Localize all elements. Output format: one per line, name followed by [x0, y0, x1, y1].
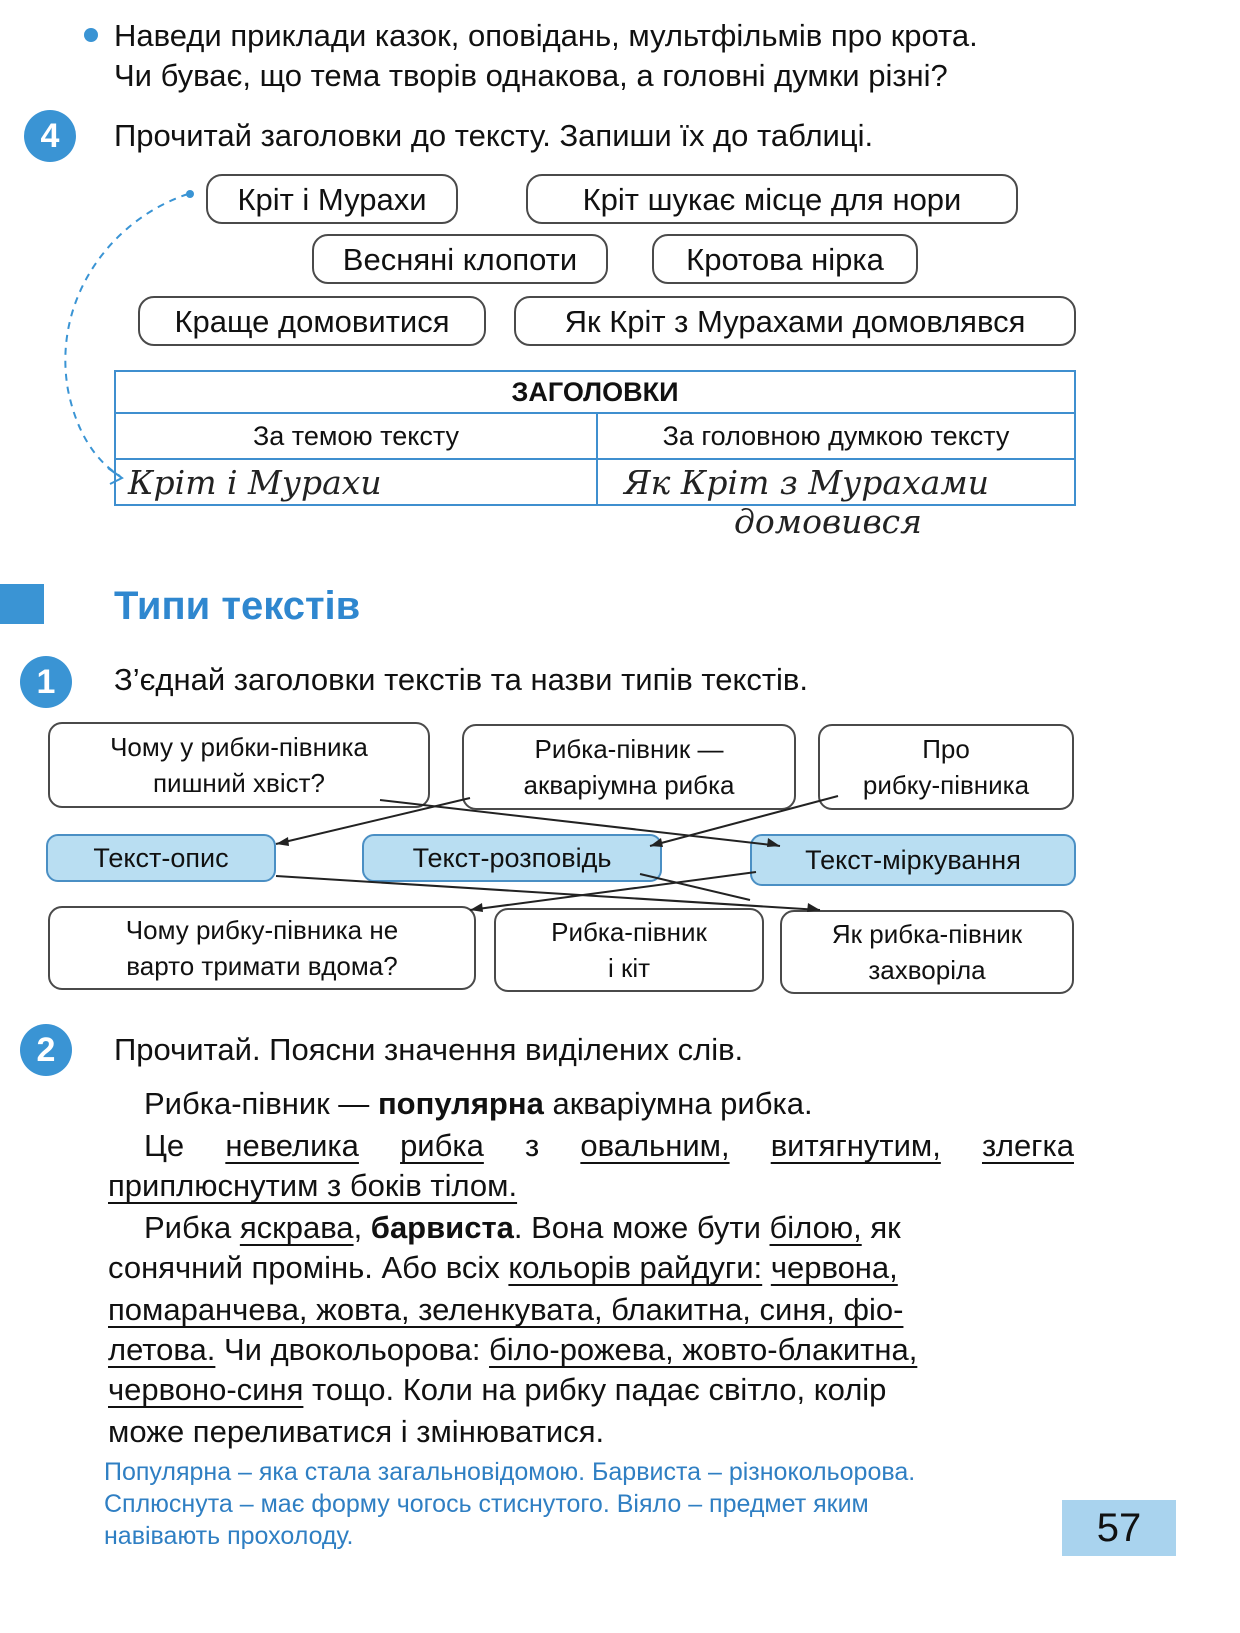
text-line-1 [144, 1084, 813, 1124]
highlighted-word-populiarna: популярна [377, 1086, 544, 1121]
answer-cell-theme [115, 459, 597, 505]
title-pill-krotova-nirka: Кротова нірка [652, 234, 918, 284]
title-pill-yak-krit-domovliavsia: Як Кріт з Мурахами домовлявся [514, 296, 1076, 346]
underlined-word: біло-рожева, жовто-блакитна, [489, 1332, 918, 1367]
title-box-line: захворіла [868, 955, 986, 985]
table-header: ЗАГОЛОВКИ [115, 371, 1075, 413]
type-box-rozpovid: Текст-розповідь [362, 834, 662, 882]
bullet-line-1: Наведи приклади казок, оповідань, мультфільмів про крота. [114, 18, 978, 53]
task-4-number: 4 [24, 110, 76, 162]
text-line-5 [108, 1248, 898, 1288]
column-header-main-idea: За головною думкою тексту [597, 413, 1075, 459]
text-fragment: сонячний промінь. Або всіх [108, 1250, 509, 1285]
note-line-3: навівають прохолоду. [104, 1522, 354, 1550]
headers-table [114, 370, 1076, 506]
title-pill-krit-i-murakhy: Кріт і Мурахи [206, 174, 458, 224]
title-pill-vesniani-klopoty: Весняні клопоти [312, 234, 608, 284]
task-1-number: 1 [20, 656, 72, 708]
handwritten-answer-continued: домовився [734, 502, 923, 541]
title-box-line: Як рибка-півник [831, 919, 1023, 949]
underlined-word: овальним, [580, 1128, 730, 1163]
underlined-word: злегка [981, 1128, 1074, 1163]
title-box-line: рибку-півника [862, 770, 1030, 800]
text-line-6: помаранчева, жовта, зеленкувата, блакитна, синя, фіо- [108, 1292, 904, 1327]
title-box-line: Рибка-півник [551, 917, 707, 947]
text-fragment: Чи двокольорова: [215, 1332, 490, 1367]
text-fragment: тощо. Коли на рибку падає світло, колір [303, 1372, 887, 1407]
text-fragment: з [525, 1128, 540, 1163]
text-line-7 [108, 1330, 917, 1370]
title-box-line: Про [922, 734, 970, 764]
text-fragment [762, 1250, 771, 1285]
task-4-instruction: Прочитай заголовки до тексту. Запиши їх до таблиці. [114, 118, 874, 153]
underlined-word: кольорів райдуги: [508, 1250, 763, 1285]
column-header-theme: За темою тексту [115, 413, 597, 459]
text-line-8 [108, 1370, 886, 1410]
bullet-line-2: Чи буває, що тема творів однакова, а головні думки різні? [114, 58, 948, 93]
title-box-pro-rybku [818, 724, 1074, 810]
title-box-ne-varto-trymaty [48, 906, 476, 990]
text-fragment: акваріумна рибка. [543, 1086, 813, 1121]
text-fragment: Рибка [144, 1210, 240, 1245]
note-line-2: Сплюснута – має форму чогось стиснутого. Віяло – предмет яким [104, 1490, 869, 1518]
task-2-number: 2 [20, 1024, 72, 1076]
text-fragment: Це [144, 1128, 185, 1163]
title-box-line: варто тримати вдома? [126, 951, 398, 981]
text-line-3: приплюснутим з боків тілом. [108, 1168, 518, 1203]
type-box-mirkuvannia: Текст-міркування [750, 834, 1076, 886]
text-fragment: . Вона може бути [513, 1210, 770, 1245]
title-box-rybka-i-kit [494, 908, 764, 992]
underlined-word: летова. [108, 1332, 216, 1367]
highlighted-word-barvysta: барвиста [370, 1210, 514, 1245]
underlined-word: рибка [400, 1128, 484, 1163]
underlined-word: червоно-синя [108, 1372, 304, 1407]
task-1-instruction: З’єднай заголовки текстів та назви типів текстів. [114, 662, 809, 697]
handwritten-answer-main-idea: Як Кріт з Мурахами [624, 462, 989, 502]
title-box-line: і кіт [607, 953, 651, 983]
bullet-dot [84, 28, 98, 42]
text-fragment: Рибка-півник — [144, 1086, 378, 1121]
underlined-word: червона, [770, 1250, 898, 1285]
handwritten-answer-theme: Кріт і Мурахи [128, 462, 382, 502]
text-line-2 [144, 1126, 1074, 1166]
title-box-line: акваріумна рибка [523, 770, 735, 800]
underlined-word: яскрава [239, 1210, 354, 1245]
underlined-word: білою, [769, 1210, 862, 1245]
underlined-word: невелика [225, 1128, 359, 1163]
section-title: Типи текстів [114, 584, 361, 628]
type-box-opys: Текст-опис [46, 834, 276, 882]
title-box-zakhvorila [780, 910, 1074, 994]
section-marker [0, 584, 44, 624]
title-box-line: пишний хвіст? [152, 768, 326, 798]
title-pill-krashche-domovytysia: Краще домовитися [138, 296, 486, 346]
text-fragment: як [861, 1210, 901, 1245]
text-line-4 [144, 1208, 901, 1248]
text-line-9: може переливатися і змінюватися. [108, 1414, 605, 1449]
title-box-line: Рибка-півник — [534, 734, 724, 764]
answer-cell-main-idea [597, 459, 1075, 505]
title-box-akvariumna-rybka [462, 724, 796, 810]
note-line-1: Популярна – яка стала загальновідомою. Барвиста – різнокольорова. [104, 1458, 916, 1486]
title-box-line: Чому рибку-півника не [125, 915, 399, 945]
underlined-word: витягнутим, [770, 1128, 941, 1163]
page-number: 57 [1062, 1500, 1176, 1556]
task-2-instruction: Прочитай. Поясни значення виділених слів. [114, 1032, 744, 1067]
text-fragment: , [353, 1210, 371, 1245]
title-pill-krit-shukaie: Кріт шукає місце для нори [526, 174, 1018, 224]
title-box-pyshnyi-khvist [48, 722, 430, 808]
title-box-line: Чому у рибки-півника [110, 732, 368, 762]
